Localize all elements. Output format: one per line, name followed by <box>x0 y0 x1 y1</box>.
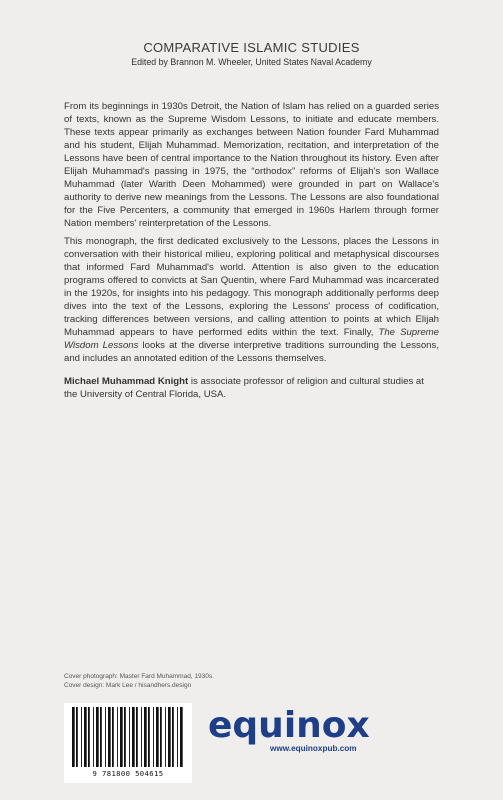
equinox-logo-icon <box>208 705 438 745</box>
barcode-bar <box>96 707 99 767</box>
author-bio <box>64 375 439 401</box>
barcode-bar <box>129 707 130 767</box>
barcode-bar <box>100 707 102 767</box>
barcode-bar <box>117 707 118 767</box>
barcode-bar <box>88 707 90 767</box>
author-name: Michael Muhammad Knight <box>64 376 189 387</box>
barcode-bar <box>177 707 178 767</box>
logo-wordmark: equinox <box>208 705 370 745</box>
barcode-bar <box>108 707 111 767</box>
publisher-website: www.equinoxpub.com <box>270 744 357 753</box>
barcode-bar <box>144 707 147 767</box>
barcode-bar <box>156 707 159 767</box>
barcode-bar <box>136 707 138 767</box>
series-editor: Edited by Brannon M. Wheeler, United States Naval Academy <box>131 57 372 67</box>
blurb-text: looks at the diverse interpretive traditions surrounding the Lessons, and includes an annotated edition of the Lessons themselves. <box>64 340 439 364</box>
barcode-bar <box>180 707 183 767</box>
barcode-bar <box>141 707 142 767</box>
blurb-text: This monograph, the first dedicated exclusively to the Lessons, places the Lessons in conversation with their historical milieu, exploring political and metaphysical discourses that informed Fard Muhammad's world. Attention is also given to the education programs offered to convicts at San Quentin, where Fard Muhammad was incarcerated in the 1920s, for insights into his pedagogy. This monograph additionally performs deep dives into the text of the Lessons, exploring the Lessons' process of codification, tracking differences between versions, and calling attention to points at which Elijah Muhammad appears to have performed edits within the text. Finally, <box>64 236 439 338</box>
cover-credits <box>64 672 214 690</box>
blurb-paragraph: From its beginnings in 1930s Detroit, the Nation of Islam has relied on a guarded series of texts, known as the Supreme Wisdom Lessons, to initiate and educate members. These texts appear primarily as exchanges between Nation founder Fard Muhammad and his student, Elijah Muhammad. Memorization, recitation, and interpretation of the Lessons have been of central importance to the Nation throughout its history. Even after Elijah Muhammad's passing in 1975, the “orthodox” reforms of Elijah's son Wallace Muhammad (later Warith Deen Mohammed) were grounded in part on Wallace's authority to derive new meanings from the Lessons. The Lessons are also foundational for the Five Percenters, a community that emerged in 1960s Harlem through former Nation members' reinterpretation of the Lessons. <box>64 101 439 229</box>
blurb <box>64 100 439 370</box>
barcode-bar <box>84 707 87 767</box>
barcode-bar <box>153 707 154 767</box>
barcode-bar <box>105 707 106 767</box>
barcode-bar <box>120 707 123 767</box>
barcode-bar <box>160 707 162 767</box>
barcode-bar <box>112 707 114 767</box>
isbn-number: 9 781800 504615 <box>92 769 164 778</box>
barcode-bar <box>124 707 126 767</box>
design-credit: Cover design: Mark Lee / hisandhers.design <box>64 682 192 689</box>
barcode-bar <box>76 707 78 767</box>
barcode-bar <box>172 707 174 767</box>
barcode-bar <box>148 707 150 767</box>
series-title: COMPARATIVE ISLAMIC STUDIES <box>143 40 360 55</box>
barcode-bar <box>81 707 82 767</box>
barcode-bar <box>93 707 94 767</box>
barcode-bar <box>168 707 171 767</box>
blurb-paragraph <box>64 235 439 365</box>
barcode-bars <box>70 707 186 769</box>
author-bio-text: is associate professor of religion and cultural studies at the University of Central Florida, USA. <box>64 376 424 400</box>
photo-credit: Cover photograph: Master Fard Muhammad, 1930s. <box>64 673 214 680</box>
book-title: The Supreme Wisdom Lessons <box>64 327 439 351</box>
barcode-bar <box>72 707 75 767</box>
publisher-logo <box>208 705 438 745</box>
barcode-bar <box>165 707 166 767</box>
barcode-bar <box>132 707 135 767</box>
barcode <box>64 703 192 783</box>
